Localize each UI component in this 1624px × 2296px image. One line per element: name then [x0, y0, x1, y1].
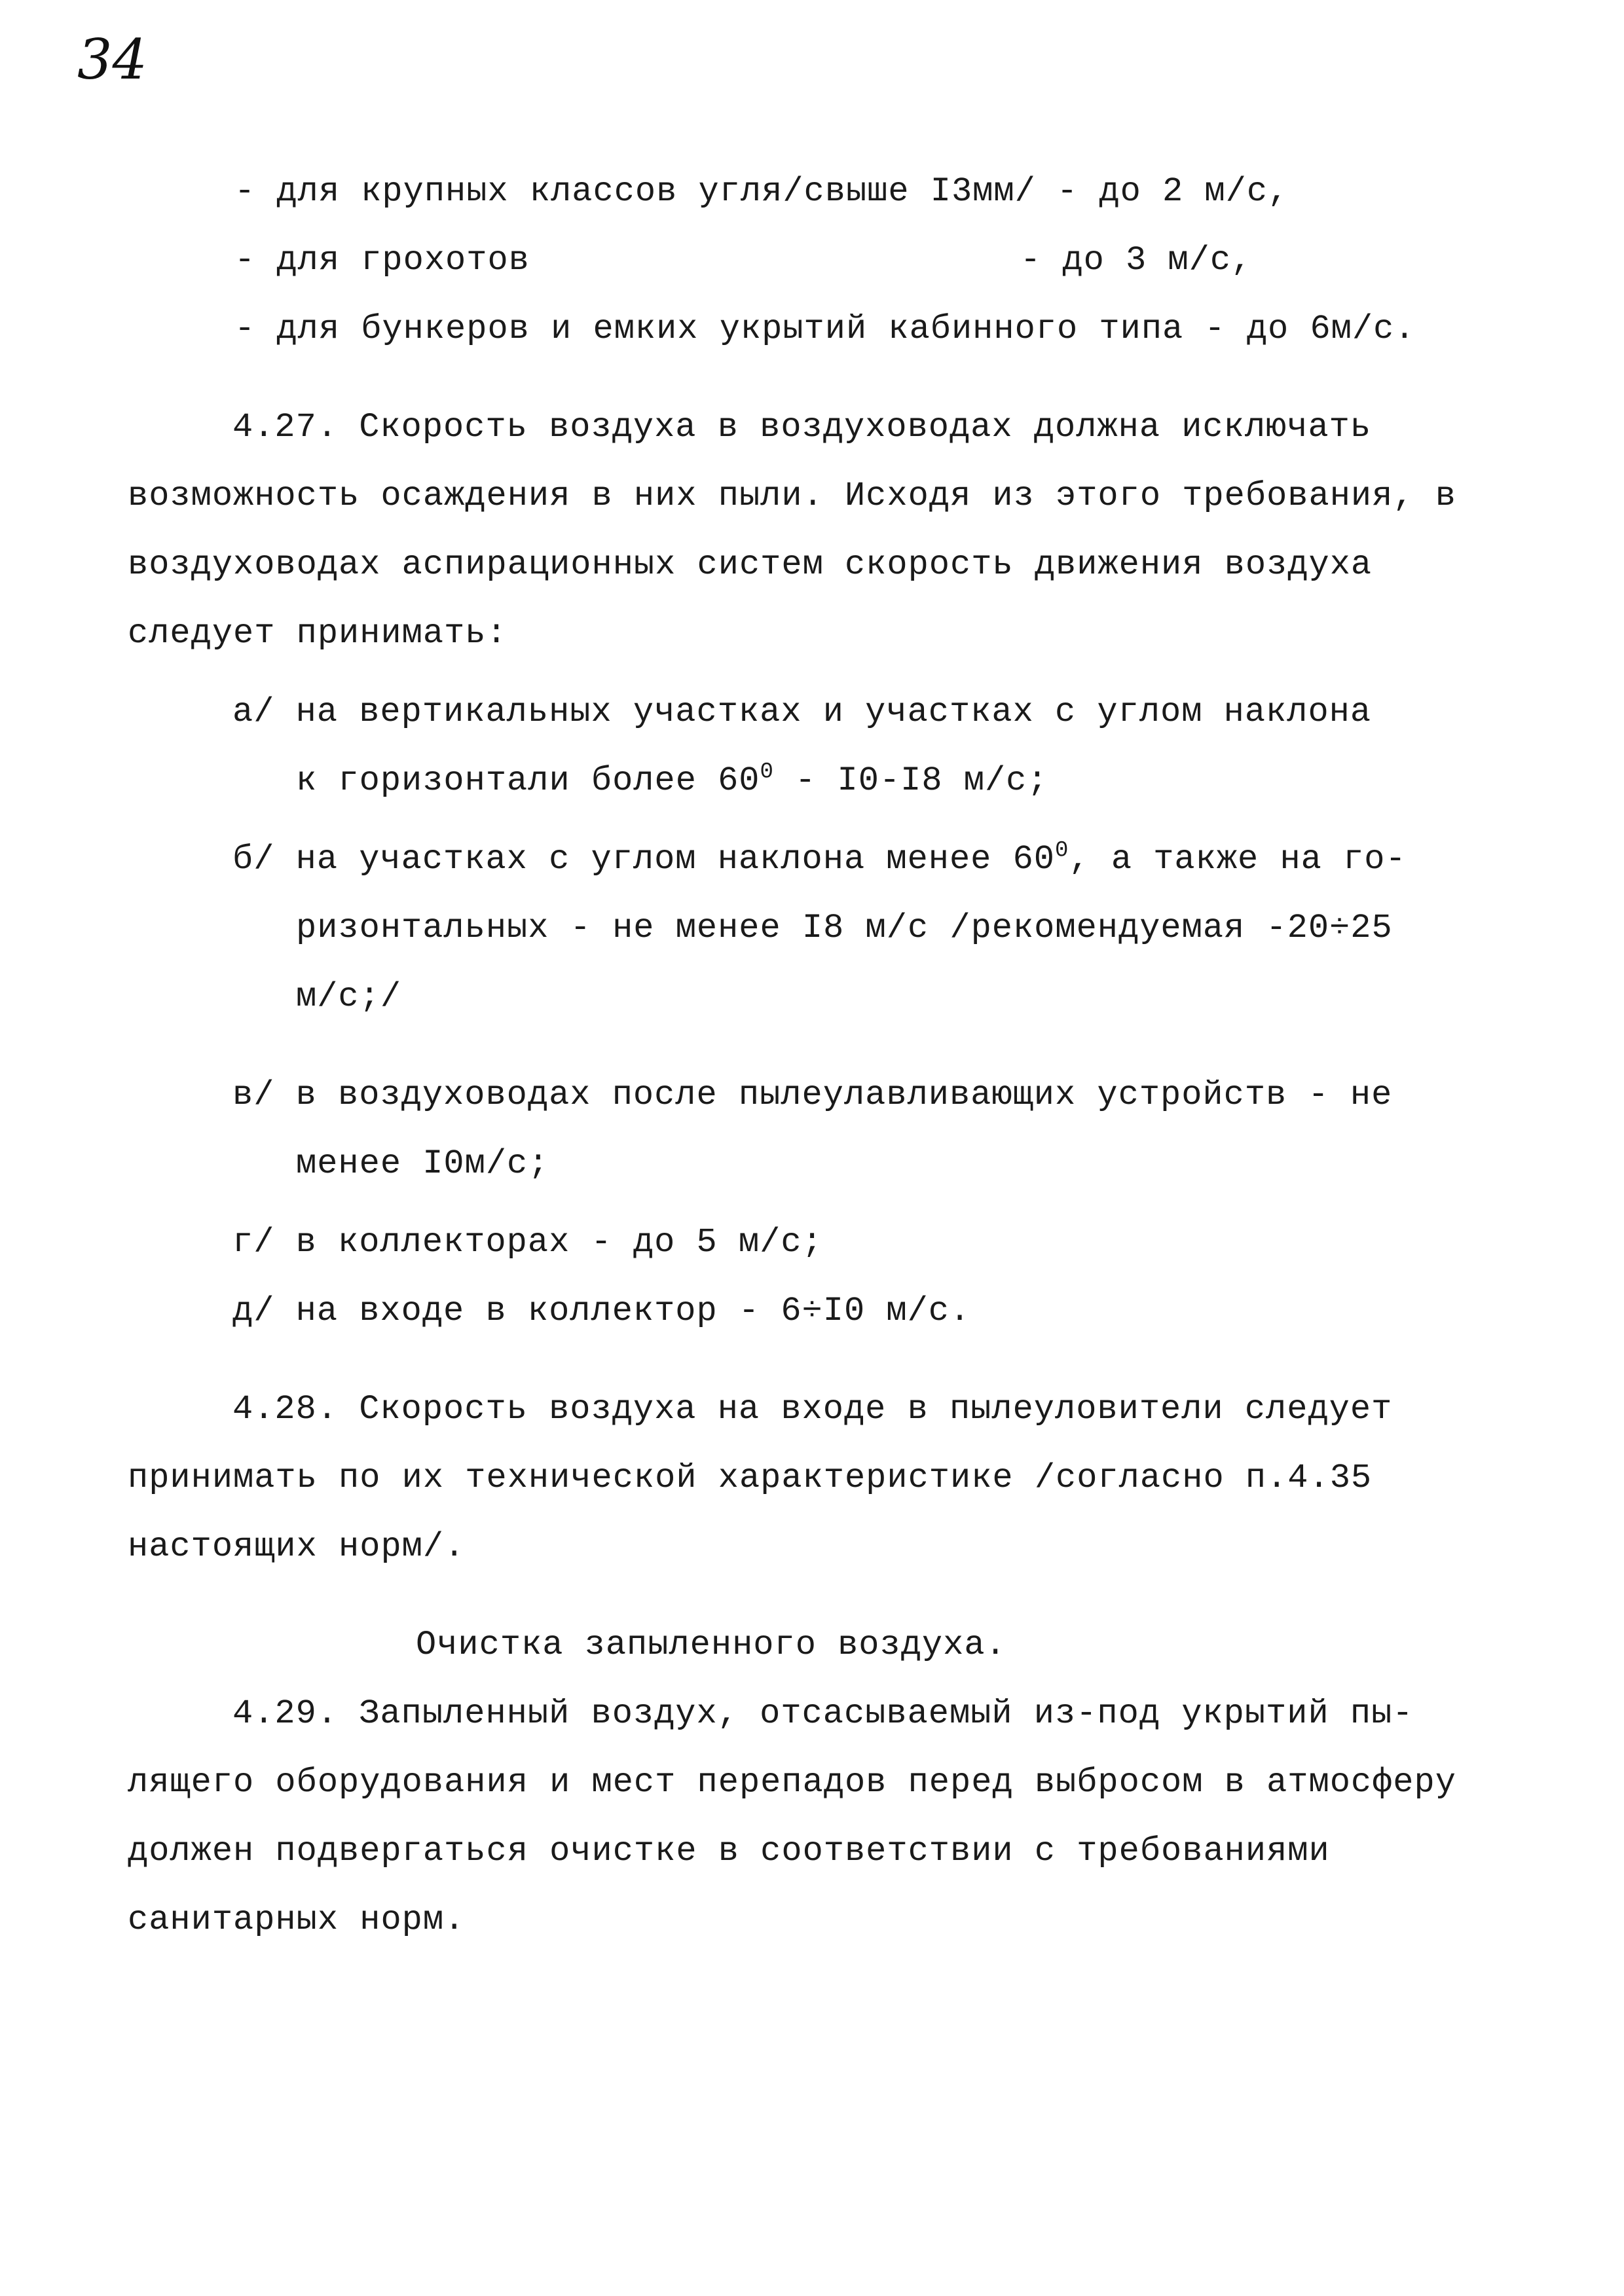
paragraph-4-29-line-3: должен подвергаться очистке в соответствии с требованиями: [128, 1832, 1330, 1870]
item-b-text-1: б/ на участках с углом наклона менее 60: [232, 840, 1055, 879]
degree-superscript: 0: [760, 759, 774, 785]
item-v-line-2: менее I0м/с;: [296, 1144, 549, 1183]
list-item-bunkers: - для бункеров и емких укрытий кабинного типа - до 6м/с.: [234, 310, 1416, 348]
page-number: 34: [77, 27, 147, 92]
item-a-text-2: - I0-I8 м/с;: [773, 761, 1048, 800]
item-b-text-2: , а также на го-: [1069, 840, 1407, 879]
list-item-screens-label: - для грохотов: [234, 241, 530, 280]
paragraph-4-28-line-3: настоящих норм/.: [128, 1527, 466, 1566]
list-item-screens-value: - до 3 м/с,: [1020, 241, 1253, 280]
item-v-line-1: в/ в воздуховодах после пылеулавливающих устройств - не: [232, 1076, 1393, 1114]
paragraph-4-29-line-4: санитарных норм.: [128, 1901, 466, 1939]
paragraph-4-27-line-1: 4.27. Скорость воздуха в воздуховодах должна исключать: [232, 408, 1372, 446]
paragraph-4-28-line-1: 4.28. Скорость воздуха на входе в пылеуловители следует: [232, 1390, 1393, 1429]
item-a-line-1: а/ на вертикальных участках и участках с углом наклона: [232, 693, 1372, 731]
paragraph-4-29-line-2: лящего оборудования и мест перепадов перед выбросом в атмосферу: [128, 1763, 1456, 1802]
item-a-text-1: к горизонтали более 60: [296, 761, 760, 800]
section-heading: Очистка запыленного воздуха.: [416, 1626, 1006, 1664]
item-b-line-1: [232, 840, 1407, 879]
paragraph-4-28-line-2: принимать по их технической характеристике /согласно п.4.35: [128, 1459, 1373, 1497]
paragraph-4-27-line-3: воздуховодах аспирационных систем скорость движения воздуха: [128, 545, 1373, 584]
paragraph-4-27-line-2: возможность осаждения в них пыли. Исходя из этого требования, в: [128, 477, 1456, 515]
list-item-large-coal: - для крупных классов угля/свыше I3мм/ - до 2 м/с,: [234, 172, 1289, 211]
item-d: д/ на входе в коллектор - 6÷I0 м/с.: [232, 1292, 971, 1330]
item-b-line-3: м/с;/: [296, 977, 402, 1016]
item-b-line-2: ризонтальных - не менее I8 м/с /рекомендуемая -20÷25: [296, 909, 1393, 947]
degree-superscript: 0: [1055, 838, 1069, 864]
item-g: г/ в коллекторах - до 5 м/с;: [232, 1223, 823, 1262]
paragraph-4-27-line-4: следует принимать:: [128, 614, 507, 653]
paragraph-4-29-line-1: 4.29. Запыленный воздух, отсасываемый из-под укрытий пы-: [232, 1694, 1414, 1733]
item-a-line-2: [296, 761, 1048, 801]
